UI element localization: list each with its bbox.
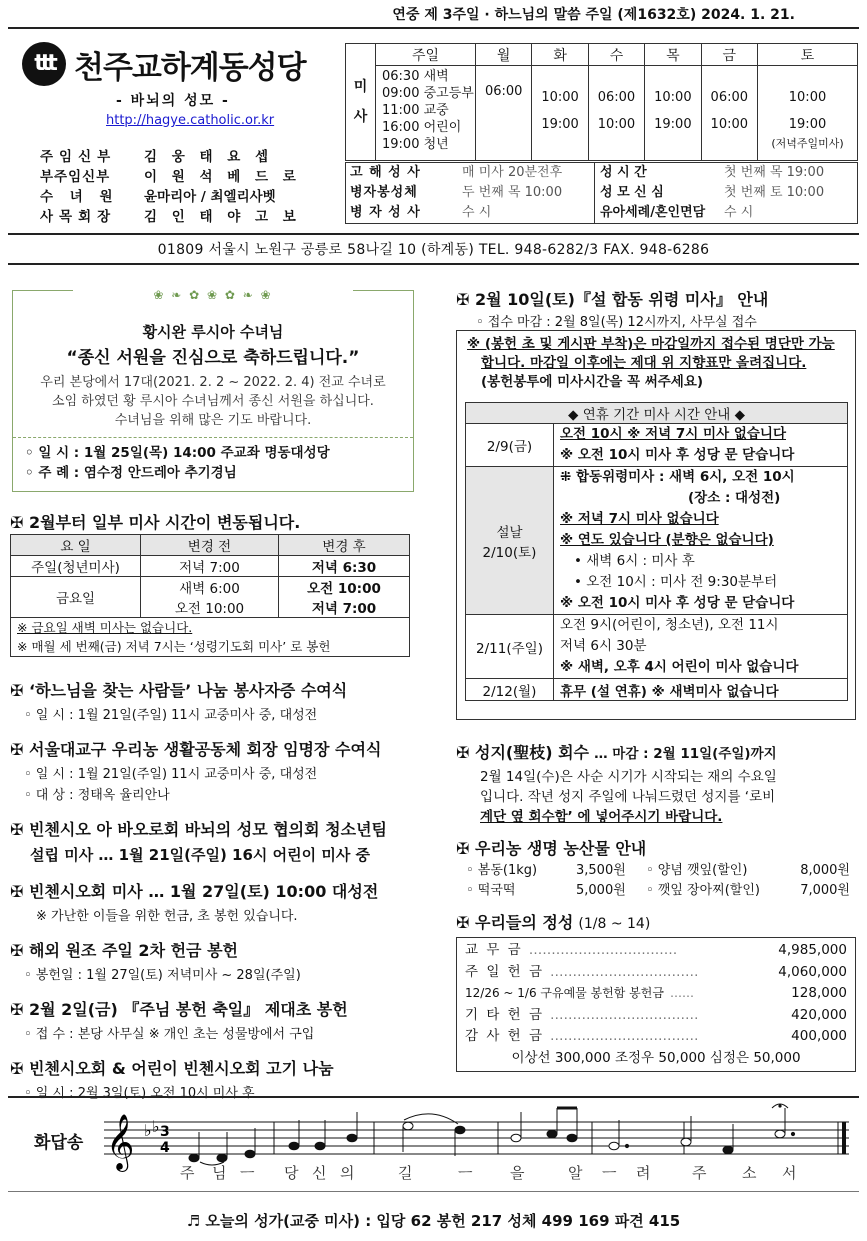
memorial-title: ✠ 2월 10일(토)『설 합동 위령 미사』 안내 xyxy=(456,290,769,309)
news-title-4: ✠ 빈첸시오회 미사 … 1월 27일(토) 10:00 대성전 xyxy=(10,882,379,901)
svg-text:♭: ♭ xyxy=(144,1121,152,1140)
parish-name: 천주교하계동성당 xyxy=(74,50,306,86)
sat-times: 10:00 19:00 (저녁주일미사) xyxy=(758,66,858,161)
news-title-1: ✠ ‘하느님을 찾는 사람들’ 나눔 봉사자증 수여식 xyxy=(10,681,348,700)
sacrament-labels-left: 고 해 성 사 병자봉성체 병 자 성 사 xyxy=(350,165,421,220)
staff-row: 수 녀 원 윤마리아 / 최엘리사벳 xyxy=(40,189,276,205)
cross-bullet-icon: ✠ xyxy=(10,513,29,532)
cross-bullet-icon: ✠ xyxy=(10,740,29,759)
news-title-7: ✠ 빈첸시오회 & 어린이 빈첸시오회 고기 나눔 xyxy=(10,1059,334,1078)
cross-bullet-icon: ✠ xyxy=(10,681,29,700)
cross-bullet-icon: ✠ xyxy=(10,882,29,901)
memorial-notes: ※ (봉헌 초 및 게시판 부착)은 마감일까지 접수된 명단만 가능 합니다. 마감일 이후에는 제대 위 지향표만 올려집니다. (봉헌봉투에 미사시간을 꼭 써주세요) xyxy=(457,331,855,392)
psalm-lyrics: 주 님 ㅡ 당 신 의 길 ㅡ 을 알 ㅡ 려 주 소 서 xyxy=(180,1164,797,1182)
change-notes: ※ 금요일 새벽 미사는 없습니다. ※ 매월 세 번째(금) 저녁 7시는 ‘성령기도회 미사’ 로 봉헌 xyxy=(11,618,410,657)
news-title-3: ✠ 빈첸시오 아 바오로회 바뇌의 성모 협의회 청소년팀 xyxy=(10,820,387,839)
nun-body: 우리 본당에서 17대(2021. 2. 2 ~ 2022. 2. 4) 전교 수녀로 소임 하였던 황 루시아 수녀님께서 종신 서원을 하십니다. 수녀님을 위해 많은 기도 바랍니다. xyxy=(40,375,386,428)
cross-bullet-icon: ✠ xyxy=(10,1059,29,1078)
psalm-label: 화답송 xyxy=(34,1133,84,1153)
tue-times: 10:00 19:00 xyxy=(532,66,588,161)
col-header: 토 xyxy=(758,44,858,66)
psalm-section xyxy=(8,1096,859,1192)
cross-bullet-icon: ✠ xyxy=(456,290,475,309)
mass-schedule-table xyxy=(345,43,858,161)
hymns-today: ♬ 오늘의 성가(교중 미사) : 입당 62 봉헌 217 성체 499 169 파견 415 xyxy=(186,1212,681,1230)
farm-section: ✠ 우리농 생명 농산물 안내 ◦ 봄동(1kg) 3,500원 ◦ 양념 깻잎(할인) 8,000원 ◦ 떡국떡 5,000원 ◦ 깻잎 장아찌(할인) 7,000원 xyxy=(456,839,850,898)
col-header: 월 xyxy=(476,44,532,66)
news-title-6: ✠ 2월 2일(금) 『주님 봉헌 축일』 제대초 봉헌 xyxy=(10,1000,348,1019)
change-title: ✠ 2월부터 일부 미사 시간이 변동됩니다. xyxy=(10,513,301,532)
col-header: 화 xyxy=(532,44,588,66)
offering-section: ✠ 우리들의 정성 (1/8 ~ 14) 교 무 금 …………………………… 4,985,000 주 일 헌 금 …………………………… 4,060,000 12/26 ~ 1/6 구유예물 봉헌함 봉헌금 …… 128,000 기 타 헌 금 …………………………… 420,000 감 사 헌 금 …………………………… 400,000 이상선 300,000 조정우 50,000 심정은 50,000 xyxy=(456,910,856,1072)
palm-section: ✠ 성지(聖枝) 회수 … 마감 : 2월 11일(주일)까지 2월 14일(수)은 사순 시기가 시작되는 재의 수요일 입니다. 작년 성지 주일에 나눠드렸던 성지를 ‘로비 계단 옆 회수함’ 에 넣어주시기 바랍니다. xyxy=(456,743,777,825)
col-header: 수 xyxy=(588,44,644,66)
sacrament-values-right: 첫 번째 목 19:00 첫 번째 토 10:00 수 시 xyxy=(724,165,825,220)
sunday-times: 06:30 새벽 09:00 중고등부 11:00 교중 16:00 어린이 19:00 청년 xyxy=(376,66,476,161)
cross-bullet-icon: ✠ xyxy=(10,820,29,839)
nun-details: ◦ 일 시 : 1월 25일(목) 14:00 주교좌 명동대성당 ◦ 주 례 : 염수정 안드레아 추기경님 xyxy=(25,445,330,481)
staff-list xyxy=(40,147,320,227)
cross-bullet-icon: ✠ xyxy=(456,743,475,762)
memorial-box xyxy=(456,330,856,720)
staff-row: 부주임신부 이 원 석 베 드 로 xyxy=(40,169,301,185)
fri-times: 06:00 10:00 xyxy=(701,66,757,161)
parish-url-link[interactable]: http://hagye.catholic.or.kr xyxy=(106,113,275,128)
wed-times: 06:00 10:00 xyxy=(588,66,644,161)
parish-subtitle: - 바뇌의 성모 - xyxy=(116,93,230,109)
issue-text: 연중 제 3주일 · 하느님의 말씀 주일 (제1632호) 2024. 1. 21. xyxy=(392,7,795,23)
thu-times: 10:00 19:00 xyxy=(645,66,701,161)
offering-box: 교 무 금 …………………………… 4,985,000 주 일 헌 금 …………………………… 4,060,000 12/26 ~ 1/6 구유예물 봉헌함 봉헌금 …… 128,000 기 타 헌 금 …………………………… 420,000 감 사 헌 금 …………………………… 400,000 이상선 300,000 조정우 50,000 심정은 50,000 xyxy=(456,937,856,1072)
col-header: 금 xyxy=(701,44,757,66)
cross-bullet-icon: ✠ xyxy=(456,839,475,858)
treble-clef-icon: 𝄞 xyxy=(106,1114,135,1170)
col-header: 목 xyxy=(645,44,701,66)
news-column: ✠ ‘하느님을 찾는 사람들’ 나눔 봉사자증 수여식 ◦ 일 시 : 1월 21일(주일) 11시 교중미사 중, 대성전 ✠ 서울대교구 우리농 생활공동체 회장 임명장 수여식 ◦ 일 시 : 1월 21일(주일) 11시 교중미사 중, 대성전 ◦ 대 상 : 정태옥 율리안나 ✠ 빈첸시오 아 바오로회 바뇌의 성모 협의회 청소년팀 설립 미사 … 1월 21일(주일) 16시 어린이 미사 중 ✠ 빈첸시오회 미사 … 1월 27일(토) 10:00 대성전 ※ 가난한 이들을 위한 헌금, 초 봉헌 있습니다. ✠ 해외 원조 주일 2차 헌금 봉헌 ◦ 봉헌일 : 1월 27일(토) 저녁미사 ~ 28일(주일) ✠ 2월 2일(금) 『주님 봉헌 축일』 제대초 봉헌 ◦ 접 수 : 본당 사무실 ※ 개인 초는 성물방에서 구입 ✠ 빈첸시오회 & 어린이 빈첸시오회 고기 나눔 ◦ 일 시 : 2월 3일(토) 오전 10시 미사 후 xyxy=(10,678,415,1101)
news-title-5: ✠ 해외 원조 주일 2차 헌금 봉헌 xyxy=(10,941,238,960)
news-title-2: ✠ 서울대교구 우리농 생활공동체 회장 임명장 수여식 xyxy=(10,740,382,759)
svg-text:3: 3 xyxy=(160,1124,170,1140)
sacrament-info xyxy=(345,162,858,224)
holiday-mass-table: ◆ 연휴 기간 미사 시간 안내 ◆ 2/9(금) 오전 10시 ※ 저녁 7시 미사 없습니다 ※ 오전 10시 미사 후 성당 문 닫습니다 설날 2/10(토) ⁜ 합동위령미사 : 새벽 6시, 오전 10시 (장소 : 대성전) ※ 저녁 7시 미사 없습니다 ※ 연도 있습니다 (분향은 없습니다) • 새벽 6시 : 미사 후 • 오전 10시 : 미사 전 9:30분부터 ※ 오전 10시 미사 후 성당 문 닫습니다 2/11(주일) 오전 9시(어린이, 청소년), 오전 11시 저녁 6시 30분 ※ 새벽, 오후 4시 어린이 미사 없습니다 2/12(월) 휴무 (설 연휴) ※ 새벽미사 없습니다 xyxy=(465,402,848,701)
parish-address: 01809 서울시 노원구 공릉로 58나길 10 (하계동) TEL. 948-6282/3 FAX. 948-6286 xyxy=(8,233,859,265)
floral-ornament-icon: ❀ ❧ ✿ ❀ ✿ ❧ ❀ xyxy=(73,288,353,300)
staff-row: 주임신부 김 웅 태 요 셉 xyxy=(40,149,274,165)
cross-logo-icon: ttt xyxy=(22,42,66,86)
nun-vows-box xyxy=(12,290,414,492)
parish-logo xyxy=(22,40,322,88)
staff-row: 사목회장 김 인 태 야 고 보 xyxy=(40,209,301,225)
sacrament-values-left: 매 미사 20분전후 두 번째 목 10:00 수 시 xyxy=(462,165,563,220)
svg-text:♭: ♭ xyxy=(152,1117,160,1136)
memorial-deadline: ◦ 접수 마감 : 2월 8일(목) 12시까지, 사무실 접수 xyxy=(476,315,757,330)
nun-name: 황시완 루시아 수녀님 xyxy=(142,323,284,341)
svg-text:4: 4 xyxy=(160,1140,170,1156)
mass-change-table: 요 일 변경 전 변경 후 주일(청년미사) 저녁 7:00 저녁 6:30 금요일 새벽 6:00 오전 10:00 오전 10:00 저녁 7:00 ※ 금요일 새벽 미사는 없습니다. ※ 매월 세 번째(금) 저녁 7시는 ‘성령기도회 미사’ 로 봉헌 xyxy=(10,534,410,657)
sacrament-labels-right: 성 시 간 성 모 신 심 유아세례/혼인면담 xyxy=(600,165,706,220)
cross-bullet-icon: ✠ xyxy=(10,941,29,960)
col-header: 주일 xyxy=(376,44,476,66)
mon-times: 06:00 xyxy=(476,66,532,161)
issue-header xyxy=(8,3,859,29)
cross-bullet-icon: ✠ xyxy=(456,913,475,932)
nun-title: “종신 서원을 진심으로 축하드립니다.” xyxy=(66,348,360,368)
cross-bullet-icon: ✠ xyxy=(10,1000,29,1019)
mass-label: 미 사 xyxy=(346,44,376,161)
